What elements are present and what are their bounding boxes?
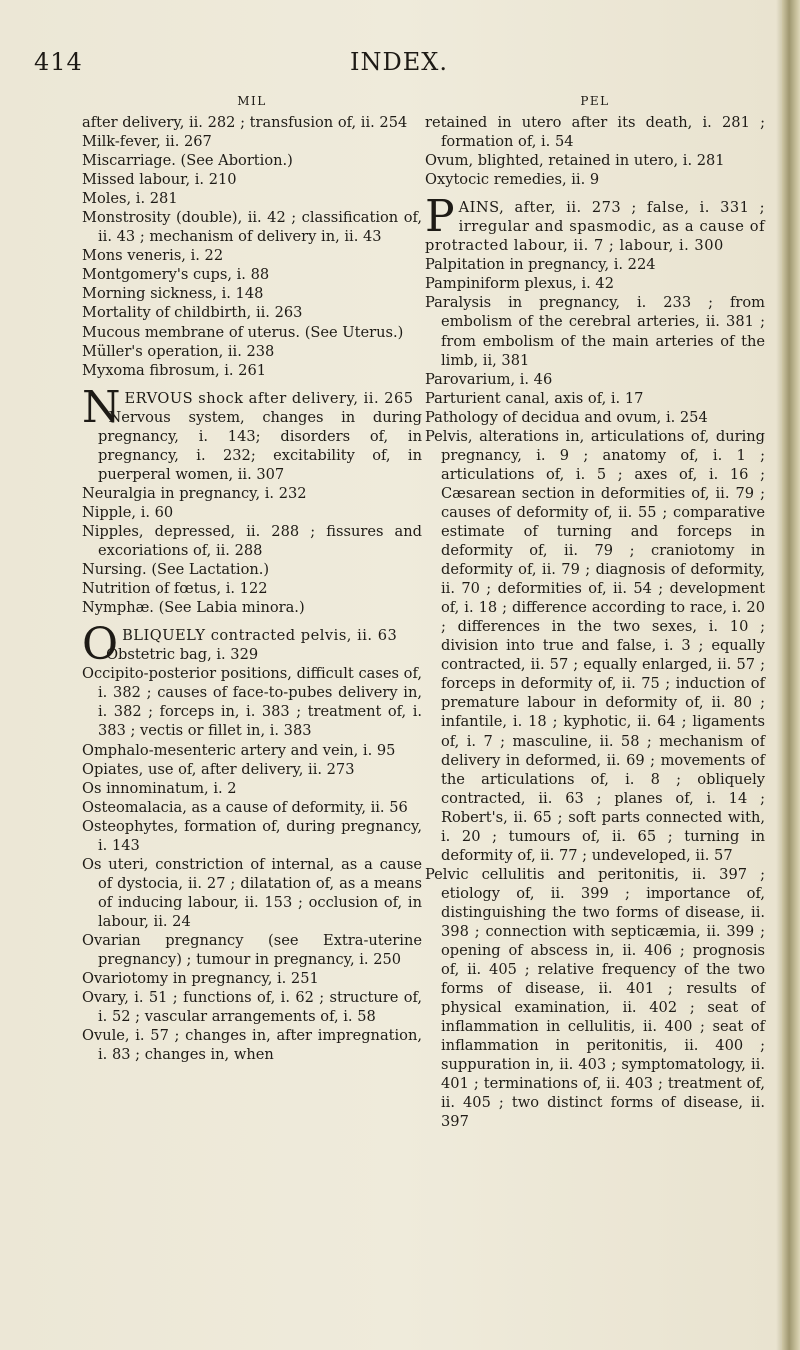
- index-entry: Ovary, i. 51 ; functions of, i. 62 ; structure of, i. 52 ; vascular arrangements of, i. 58: [82, 989, 422, 1026]
- guide-word-right: PEL: [580, 94, 610, 108]
- entries-o-continued: [425, 113, 765, 189]
- index-entry: Nymphæ. (See Labia minora.): [82, 599, 305, 617]
- index-entry: Pampiniform plexus, i. 42: [425, 275, 614, 293]
- index-entry: Monstrosity (double), ii. 42 ; classification of, ii. 43 ; mechanism of delivery in, ii. 43: [82, 209, 422, 246]
- index-entry: Pelvic cellulitis and peritonitis, ii. 397 ; etiology of, ii. 399 ; importance of, distinguishing the two forms of disease, ii. 398 ; connection with septicæmia, ii. 399 ; opening of abscess in, ii. 406 ; prognosis of, ii. 405 ; relative frequency of the two forms of disease, ii. 401 ; results of physical examination, ii. 402 ; seat of inflammation in cellulitis, ii. 400 ; seat of inflammation in peritonitis, ii. 400 ; suppuration in, ii. 403 ; symptomatology, ii. 401 ; terminations of, ii. 403 ; treatment of, ii. 405 ; two distinct forms of disease, ii. 397: [425, 865, 765, 1131]
- page-number: 414: [34, 48, 83, 76]
- index-entry: Osteomalacia, as a cause of deformity, ii. 56: [82, 798, 408, 816]
- index-entry: Osteophytes, formation of, during pregnancy, i. 143: [82, 817, 422, 854]
- index-entry: retained in utero after its death, i. 281 ; formation of, i. 54: [425, 114, 765, 151]
- index-entry: Parturient canal, axis of, i. 17: [425, 389, 644, 407]
- section-o: [82, 619, 422, 1064]
- index-entry: Nipple, i. 60: [82, 503, 174, 521]
- index-entry: Moles, i. 281: [82, 190, 178, 208]
- left-column: [82, 92, 422, 1064]
- index-entry: after delivery, ii. 282 ; transfusion of, ii. 254: [82, 114, 408, 131]
- entries-m: [82, 113, 422, 380]
- index-entry: Montgomery's cups, i. 88: [82, 266, 270, 284]
- index-entry: Os uteri, constriction of internal, as a cause of dystocia, ii. 27 ; dilatation of, as a means of inducing labour, ii. 153 ; occlusion of, in labour, ii. 24: [82, 855, 422, 930]
- index-entry: Ovum, blighted, retained in utero, i. 281: [425, 152, 725, 170]
- index-entry: Neuralgia in pregnancy, i. 232: [82, 484, 307, 502]
- index-entry: Pelvis, alterations in, articulations of, during pregnancy, i. 9 ; anatomy of, i. 1 ; articulations of, i. 5 ; axes of, i. 16 ; Cæsarean section in deformities of, ii. 79 ; causes of deformity of, ii. 55 ; comparative estimate of turning and forceps in deformity of, ii. 79 ; craniotomy in deformity of, ii. 79 ; diagnosis of deformity, ii. 70 ; deformities of, ii. 54 ; development of, i. 18 ; difference according to race, i. 20 ; differences in the two sexes, i. 10 ; division into true and false, i. 3 ; equally contracted, ii. 57 ; equally enlarged, ii. 57 ; forceps in deformity of, ii. 75 ; induction of premature labour in deformity of, ii. 80 ; infantile, i. 18 ; kyphotic, ii. 64 ; ligaments of, i. 7 ; masculine, ii. 58 ; mechanism of delivery in deformed, ii. 69 ; movements of the articulations of, i. 8 ; obliquely contracted, ii. 63 ; planes of, i. 14 ; Robert's, ii. 65 ; soft parts connected with, i. 20 ; tumours of, ii. 65 ; turning in deformity of, ii. 77 ; undeveloped, ii. 57: [425, 427, 765, 864]
- index-entry: Parovarium, i. 46: [425, 370, 553, 388]
- index-entry: Nursing. (See Lactation.): [82, 561, 270, 579]
- index-entry: Ovariotomy in pregnancy, i. 251: [82, 970, 319, 988]
- index-entry: Oxytocic remedies, ii. 9: [425, 171, 600, 189]
- index-entry: Missed labour, i. 210: [82, 171, 237, 189]
- index-entry: Paralysis in pregnancy, i. 233 ; from embolism of the cerebral arteries, ii. 381 ; from embolism of the main arteries of the limb, ii, 381: [425, 294, 765, 369]
- running-header: [34, 48, 764, 84]
- index-entry: Mortality of childbirth, ii. 263: [82, 304, 303, 322]
- index-entry: Nutrition of fœtus, i. 122: [82, 580, 268, 598]
- index-entry: Myxoma fibrosum, i. 261: [82, 361, 267, 379]
- section-first-entry: [425, 191, 765, 255]
- section-n: [82, 381, 422, 618]
- section-first-text: BLIQUELY contracted pelvis, ii. 63: [122, 627, 398, 645]
- index-entry: Nervous system, changes in during pregnancy, i. 143; disorders of, in pregnancy, i. 232; excitability of, in puerperal women, ii. 307: [98, 408, 422, 483]
- page-edge-binding: [782, 0, 800, 1350]
- section-first-entry: [82, 381, 422, 433]
- drop-cap-p: P: [425, 191, 455, 243]
- index-entry: Miscarriage. (See Abortion.): [82, 152, 293, 170]
- index-entry: Os innominatum, i. 2: [82, 779, 237, 797]
- index-entry: Mucous membrane of uterus. (See Uterus.): [82, 323, 404, 341]
- index-entry: Palpitation in pregnancy, i. 224: [425, 256, 656, 274]
- section-first-text: ERVOUS shock after delivery, ii. 265: [124, 389, 414, 407]
- index-entry: Omphalo-mesenteric artery and vein, i. 95: [82, 741, 396, 759]
- page-title: INDEX.: [350, 48, 448, 76]
- drop-cap-o: O: [82, 619, 119, 671]
- index-entry: Obstetric bag, i. 329: [106, 646, 259, 664]
- section-p: [425, 191, 765, 1131]
- guide-word-left: MIL: [237, 94, 267, 108]
- right-column: [425, 92, 765, 1131]
- index-entry: Morning sickness, i. 148: [82, 285, 264, 303]
- index-entry: Milk-fever, ii. 267: [82, 133, 212, 151]
- index-entry: Opiates, use of, after delivery, ii. 273: [82, 760, 355, 778]
- index-entry: Mons veneris, i. 22: [82, 247, 224, 265]
- index-entry: Occipito-posterior positions, difficult cases of, i. 382 ; causes of face-to-pubes delivery in, i. 382 ; forceps in, i. 383 ; treatment of, i. 383 ; vectis or fillet in, i. 383: [82, 665, 422, 740]
- drop-cap-n: N: [82, 381, 121, 433]
- index-entry: Pathology of decidua and ovum, i. 254: [425, 408, 708, 426]
- section-first-text: AINS, after, ii. 273 ; false, i. 331 ; irregular and spasmodic, as a cause of protracted labour, ii. 7 ; labour, i. 300: [425, 199, 765, 255]
- index-entry: Ovarian pregnancy (see Extra-uterine pregnancy) ; tumour in pregnancy, i. 250: [82, 931, 422, 969]
- index-entry: Müller's operation, ii. 238: [82, 342, 275, 360]
- index-entry: Ovule, i. 57 ; changes in, after impregnation, i. 83 ; changes in, when: [82, 1027, 422, 1064]
- index-entry: Nipples, depressed, ii. 288 ; fissures and excoriations of, ii. 288: [82, 522, 422, 560]
